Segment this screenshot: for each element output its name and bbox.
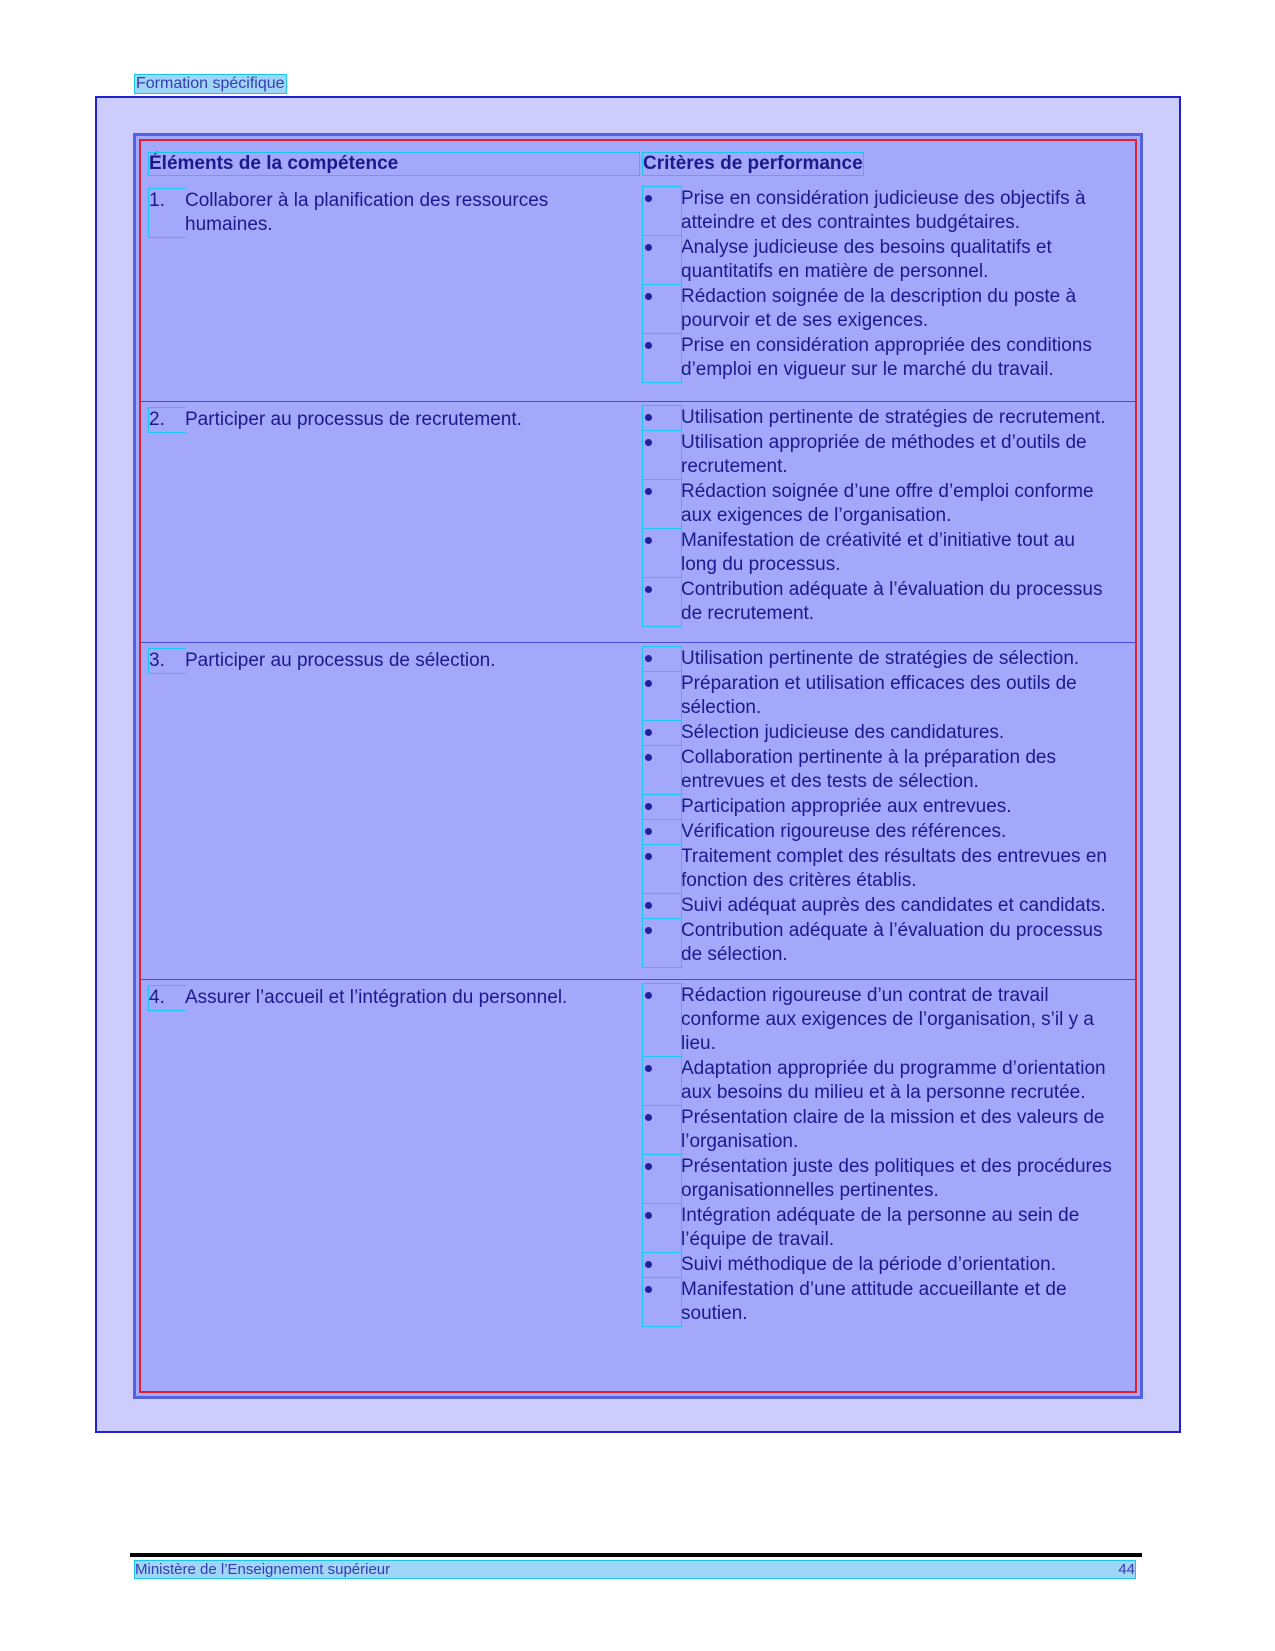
bullet-icon xyxy=(643,285,681,333)
criterion-text: Participation appropriée aux entrevues. xyxy=(681,796,1012,817)
element-number: 3. xyxy=(149,649,185,673)
bullet-icon xyxy=(643,984,681,1056)
criterion-text: Présentation juste des politiques et des procédures organisationnelles pertinentes. xyxy=(681,1156,1112,1201)
element-text: Collaborer à la planification des ressources humaines. xyxy=(185,189,629,237)
bullet-icon xyxy=(643,820,681,844)
element-number: 1. xyxy=(149,189,185,237)
criterion-item xyxy=(643,334,1115,382)
criterion-text: Utilisation appropriée de méthodes et d’outils de recrutement. xyxy=(681,432,1087,477)
criterion-item xyxy=(643,236,1115,284)
bullet-icon xyxy=(643,894,681,918)
criterion-text: Manifestation de créativité et d’initiative tout au long du processus. xyxy=(681,530,1075,575)
bullet-icon xyxy=(643,721,681,745)
criterion-text: Vérification rigoureuse des références. xyxy=(681,821,1007,842)
bullet-icon xyxy=(643,236,681,284)
criterion-text: Rédaction rigoureuse d’un contrat de travail conforme aux exigences de l’organisation, s’il y a lieu. xyxy=(681,985,1094,1054)
footer-publisher: Ministère de l’Enseignement supérieur xyxy=(135,1561,391,1578)
bullet-icon xyxy=(643,647,681,671)
criterion-text: Adaptation appropriée du programme d’orientation aux besoins du milieu et à la personne recrutée. xyxy=(681,1058,1106,1103)
criterion-text: Rédaction soignée d’une offre d’emploi conforme aux exigences de l’organisation. xyxy=(681,481,1094,526)
footer-rule xyxy=(130,1553,1142,1557)
competence-element xyxy=(149,189,629,237)
bullet-icon xyxy=(643,1253,681,1277)
competence-table xyxy=(133,133,1143,1399)
table-row xyxy=(141,401,1135,642)
bullet-icon xyxy=(643,672,681,720)
criterion-item xyxy=(643,431,1115,479)
bullet-icon xyxy=(643,795,681,819)
criterion-item xyxy=(643,746,1115,794)
section-label: Formation spécifique xyxy=(136,75,285,92)
element-text: Participer au processus de sélection. xyxy=(185,649,629,673)
element-text: Participer au processus de recrutement. xyxy=(185,408,629,432)
criterion-item xyxy=(643,721,1115,745)
bullet-icon xyxy=(643,1057,681,1105)
bullet-icon xyxy=(643,1155,681,1203)
table-row xyxy=(141,642,1135,979)
bullet-icon xyxy=(643,578,681,626)
criterion-item xyxy=(643,672,1115,720)
criterion-item xyxy=(643,984,1115,1056)
criterion-item xyxy=(643,406,1115,430)
bullet-icon xyxy=(643,529,681,577)
column-header-criteria: Critères de performance xyxy=(643,153,863,174)
table-header xyxy=(141,141,1135,183)
bullet-icon xyxy=(643,334,681,382)
criterion-item xyxy=(643,187,1115,235)
criterion-text: Contribution adéquate à l’évaluation du processus de sélection. xyxy=(681,920,1103,965)
table-body xyxy=(141,183,1135,1335)
criterion-text: Intégration adéquate de la personne au sein de l’équipe de travail. xyxy=(681,1205,1080,1250)
criterion-item xyxy=(643,578,1115,626)
criterion-text: Prise en considération appropriée des conditions d’emploi en vigueur sur le marché du travail. xyxy=(681,335,1092,380)
criterion-item xyxy=(643,480,1115,528)
criterion-item xyxy=(643,919,1115,967)
bullet-icon xyxy=(643,1106,681,1154)
criteria-list xyxy=(643,647,1115,968)
bullet-icon xyxy=(643,1204,681,1252)
criterion-text: Rédaction soignée de la description du poste à pourvoir et de ses exigences. xyxy=(681,286,1077,331)
bullet-icon xyxy=(643,1278,681,1326)
criterion-text: Suivi méthodique de la période d’orientation. xyxy=(681,1254,1056,1275)
competence-element xyxy=(149,986,629,1010)
criterion-text: Analyse judicieuse des besoins qualitatifs et quantitatifs en matière de personnel. xyxy=(681,237,1052,282)
criterion-item xyxy=(643,845,1115,893)
bullet-icon xyxy=(643,845,681,893)
bullet-icon xyxy=(643,480,681,528)
bullet-icon xyxy=(643,746,681,794)
criterion-text: Collaboration pertinente à la préparation des entrevues et des tests de sélection. xyxy=(681,747,1056,792)
element-number: 4. xyxy=(149,986,185,1010)
criterion-text: Utilisation pertinente de stratégies de recrutement. xyxy=(681,407,1106,428)
page-number: 44 xyxy=(1118,1561,1135,1578)
criterion-item xyxy=(643,795,1115,819)
bullet-icon xyxy=(643,431,681,479)
criterion-item xyxy=(643,285,1115,333)
footer xyxy=(135,1561,1135,1578)
criterion-item xyxy=(643,1278,1115,1326)
criteria-list xyxy=(643,406,1115,627)
criterion-text: Manifestation d’une attitude accueillante et de soutien. xyxy=(681,1279,1067,1324)
criteria-list xyxy=(643,187,1115,383)
criterion-text: Utilisation pertinente de stratégies de sélection. xyxy=(681,648,1080,669)
bullet-icon xyxy=(643,406,681,430)
criterion-text: Prise en considération judicieuse des objectifs à atteindre et des contraintes budgétaires. xyxy=(681,188,1086,233)
criterion-item xyxy=(643,529,1115,577)
criterion-item xyxy=(643,1106,1115,1154)
element-number: 2. xyxy=(149,408,185,432)
criterion-text: Traitement complet des résultats des entrevues en fonction des critères établis. xyxy=(681,846,1107,891)
criterion-item xyxy=(643,1155,1115,1203)
criterion-text: Sélection judicieuse des candidatures. xyxy=(681,722,1005,743)
criterion-item xyxy=(643,647,1115,671)
criterion-item xyxy=(643,1057,1115,1105)
criterion-text: Suivi adéquat auprès des candidates et candidats. xyxy=(681,895,1106,916)
table-row xyxy=(141,979,1135,1335)
criterion-item xyxy=(643,1253,1115,1277)
criterion-item xyxy=(643,820,1115,844)
table-row xyxy=(141,183,1135,401)
bullet-icon xyxy=(643,919,681,967)
bullet-icon xyxy=(643,187,681,235)
criterion-item xyxy=(643,1204,1115,1252)
criterion-text: Préparation et utilisation efficaces des outils de sélection. xyxy=(681,673,1077,718)
criterion-item xyxy=(643,894,1115,918)
criterion-text: Présentation claire de la mission et des valeurs de l’organisation. xyxy=(681,1107,1105,1152)
criteria-list xyxy=(643,984,1115,1327)
competence-element xyxy=(149,408,629,432)
competence-table-inner xyxy=(139,139,1137,1393)
criterion-text: Contribution adéquate à l’évaluation du processus de recrutement. xyxy=(681,579,1103,624)
element-text: Assurer l’accueil et l’intégration du personnel. xyxy=(185,986,629,1010)
competence-element xyxy=(149,649,629,673)
column-header-elements: Éléments de la compétence xyxy=(149,153,639,175)
